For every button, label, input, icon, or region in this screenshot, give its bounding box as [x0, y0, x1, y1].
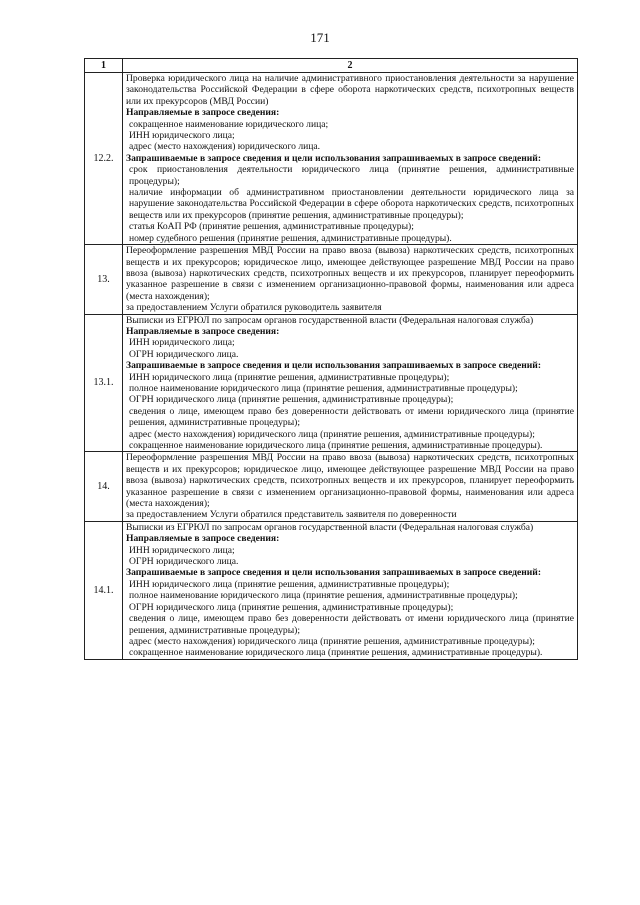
section-heading: Направляемые в запросе сведения:	[126, 107, 280, 119]
row-number: 13.1.	[85, 314, 123, 452]
text-line: срок приостановления деятельности юридического лица (принятие решения, административные процедуры);	[129, 164, 574, 187]
column-header: 1	[85, 59, 123, 73]
text-line: сведения о лице, имеющем право без доверенности действовать от имени юридического лица (принятие решения, административные процедуры);	[129, 613, 574, 636]
text-line: ИНН юридического лица;	[129, 337, 235, 349]
text-line: Переоформление разрешения МВД России на право ввоза (вывоза) наркотических средств, психотропных веществ и их прекурсоров; юридическое лицо, имеющее действующее разрешение МВД России на право ввоза (вывоза) наркотических средств, психотропных веществ и их прекурсоров, планирует переоформить указанное разрешение в связи с изменением организационно-правовой формы, наименования или адреса (места нахождения);	[126, 245, 574, 302]
text-line: ИНН юридического лица (принятие решения, административные процедуры);	[129, 578, 450, 590]
row-content	[123, 73, 578, 245]
section-heading: Запрашиваемые в запросе сведения и цели использования запрашиваемых в запросе сведений:	[126, 567, 542, 579]
text-line: номер судебного решения (принятие решения, административные процедуры).	[129, 232, 452, 244]
row-content	[123, 452, 578, 521]
row-number: 13.	[85, 245, 123, 314]
section-heading: Направляемые в запросе сведения:	[126, 533, 280, 545]
section-heading: Запрашиваемые в запросе сведения и цели использования запрашиваемых в запросе сведений:	[126, 360, 542, 372]
row-content	[123, 314, 578, 452]
text-line: Проверка юридического лица на наличие административного приостановления деятельности за нарушение законодательства Российской Федерации в сфере оборота наркотических средств, психотропных веществ или их прекурсоров (МВД России)	[126, 73, 574, 107]
table-row	[85, 521, 578, 659]
text-line: сокращенное наименование юридического лица (принятие решения, административные процедуры).	[129, 647, 543, 659]
text-line: ОГРН юридического лица (принятие решения, административные процедуры);	[129, 601, 454, 613]
section-heading: Направляемые в запросе сведения:	[126, 325, 280, 337]
text-line: за предоставлением Услуги обратился руководитель заявителя	[126, 302, 382, 314]
text-line: ОГРН юридического лица.	[129, 556, 239, 568]
text-line: полное наименование юридического лица (принятие решения, административные процедуры);	[129, 590, 518, 602]
row-content	[123, 245, 578, 314]
table-row	[85, 314, 578, 452]
text-line: ИНН юридического лица;	[129, 544, 235, 556]
text-line: адрес (место нахождения) юридического лица.	[129, 141, 321, 153]
row-number: 14.1.	[85, 521, 123, 659]
table-row	[85, 245, 578, 314]
table-row	[85, 452, 578, 521]
text-line: ИНН юридического лица;	[129, 130, 235, 142]
text-line: статья КоАП РФ (принятие решения, административные процедуры);	[129, 221, 414, 233]
text-line: полное наименование юридического лица (принятие решения, административные процедуры);	[129, 382, 518, 394]
column-header: 2	[123, 59, 578, 73]
text-line: сокращенное наименование юридического лица;	[129, 118, 329, 130]
text-line: ОГРН юридического лица.	[129, 348, 239, 360]
row-number: 14.	[85, 452, 123, 521]
table-row	[85, 73, 578, 245]
text-line: наличие информации об административном приостановлении деятельности юридического лица за нарушение законодательства Российской Федерации в сфере оборота наркотических средств, психотропных веществ или их прекурсоров (принятие решения, административные процедуры);	[129, 187, 574, 221]
text-line: Выписки из ЕГРЮЛ по запросам органов государственной власти (Федеральная налоговая служба)	[126, 314, 534, 326]
text-line: за предоставлением Услуги обратился представитель заявителя по доверенности	[126, 509, 457, 521]
text-line: адрес (место нахождения) юридического лица (принятие решения, административные процедуры);	[129, 635, 535, 647]
text-line: сведения о лице, имеющем право без доверенности действовать от имени юридического лица (принятие решения, административные процедуры);	[129, 405, 574, 429]
row-number: 12.2.	[85, 73, 123, 245]
text-line: адрес (место нахождения) юридического лица (принятие решения, административные процедуры);	[129, 428, 535, 440]
text-line: Переоформление разрешения МВД России на право ввоза (вывоза) наркотических средств, психотропных веществ и их прекурсоров; юридическое лицо, имеющее действующее разрешение МВД России на право ввоза (вывоза) наркотических средств, психотропных веществ и их прекурсоров, планирует переоформить указанное разрешение в связи с изменением организационно-правовой формы, наименования или адреса (места нахождения);	[126, 452, 574, 510]
page-number: 171	[310, 30, 330, 45]
table-header-row	[85, 59, 578, 73]
data-table	[84, 58, 578, 660]
text-line: ОГРН юридического лица (принятие решения, административные процедуры);	[129, 394, 454, 406]
row-content	[123, 521, 578, 659]
text-line: сокращенное наименование юридического лица (принятие решения, административные процедуры).	[129, 440, 543, 451]
text-line: Выписки из ЕГРЮЛ по запросам органов государственной власти (Федеральная налоговая служба)	[126, 521, 534, 533]
section-heading: Запрашиваемые в запросе сведения и цели использования запрашиваемых в запросе сведений:	[126, 152, 542, 164]
text-line: ИНН юридического лица (принятие решения, административные процедуры);	[129, 371, 450, 383]
